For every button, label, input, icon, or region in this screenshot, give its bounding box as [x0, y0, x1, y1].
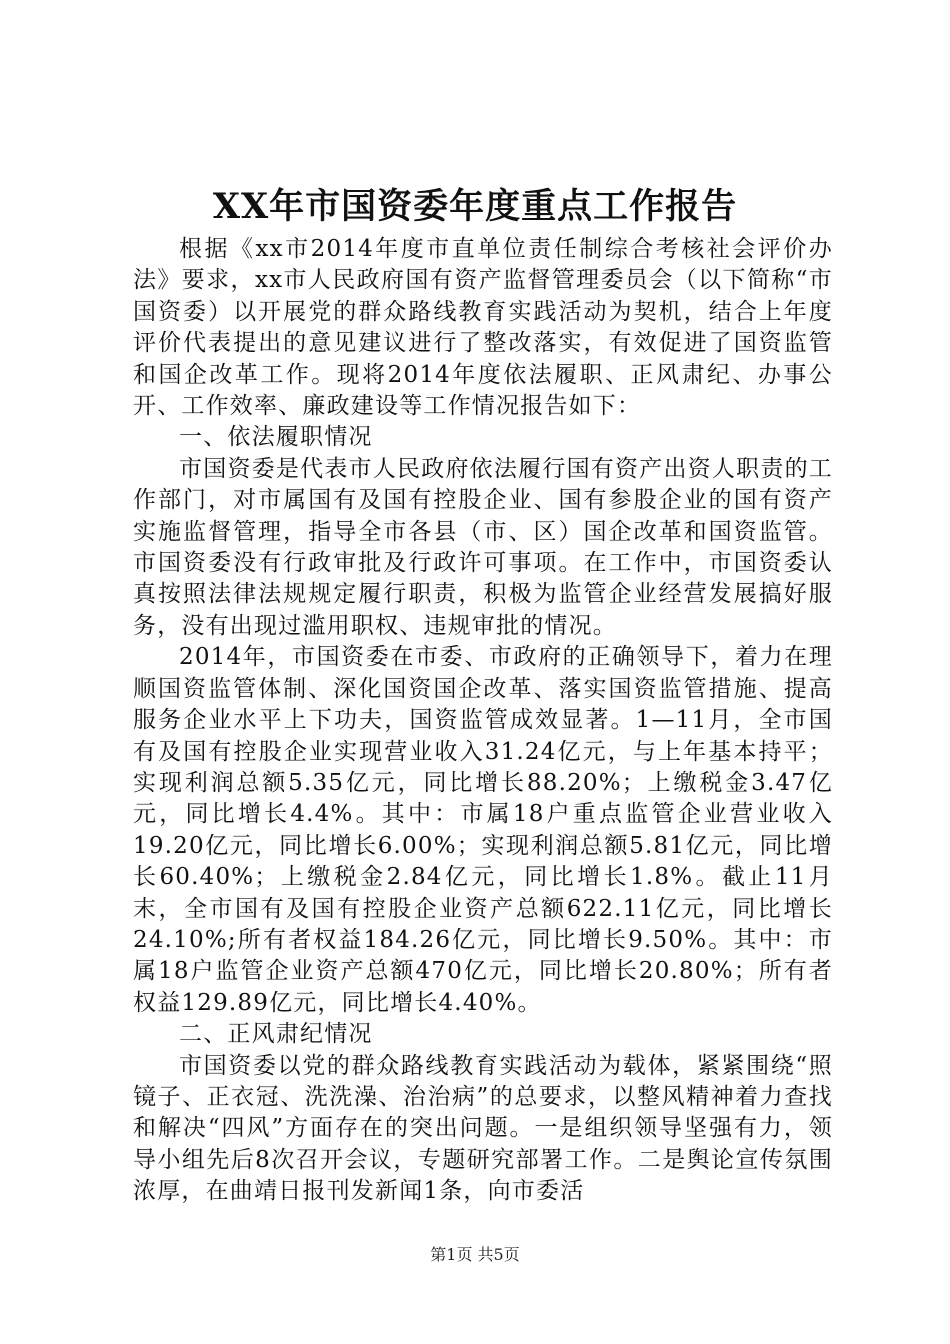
paragraph-results-2014: 2014年，市国资委在市委、市政府的正确领导下，着力在理顺国资监管体制、深化国资国企改革、落实国资监管措施、提高服务企业水平上下功夫，国资监管成效显著。1—11月，全市国有及国有控股企业实现营业收入31.24亿元，与上年基本持平；实现利润总额5.35亿元，同比增长88.20%；上缴税金3.47亿元，同比增长4.4%。其中：市属18户重点监管企业营业收入19.20亿元，同比增长6.00%；实现利润总额5.81亿元，同比增长60.40%；上缴税金2.84亿元，同比增长1.8%。截止11月末，全市国有及国有控股企业资产总额622.11亿元，同比增长24.10%;所有者权益184.26亿元，同比增长9.50%。其中：市属18户监管企业资产总额470亿元，同比增长20.80%；所有者权益129.89亿元，同比增长4.40%。 [133, 644, 833, 1016]
page-title: XX年市国资委年度重点工作报告 [212, 186, 738, 227]
section-heading-1: 一、依法履职情况 [179, 424, 373, 451]
page-number-footer: 第1页 共5页 [430, 1245, 520, 1264]
paragraph-duties: 市国资委是代表市人民政府依法履行国有资产出资人职责的工作部门，对市属国有及国有控股企业、国有参股企业的国有资产实施监督管理，指导全市各县（市、区）国企改革和国资监管。市国资委没有行政审批及行政许可事项。在工作中，市国资委认真按照法律法规规定履行职责，积极为监管企业经营发展搞好服务，没有出现过滥用职权、违规审批的情况。 [133, 455, 833, 639]
section-heading-2: 二、正风肃纪情况 [179, 1021, 373, 1048]
paragraph-intro: 根据《xx市2014年度市直单位责任制综合考核社会评价办法》要求，xx市人民政府国有资产监督管理委员会（以下简称“市国资委）以开展党的群众路线教育实践活动为契机，结合上年度评价代表提出的意见建议进行了整改落实，有效促进了国资监管和国企改革工作。现将2014年度依法履职、正风肃纪、办事公开、工作效率、廉政建设等工作情况报告如下： [133, 236, 833, 420]
paragraph-discipline: 市国资委以党的群众路线教育实践活动为载体，紧紧围绕“照镜子、正衣冠、洗洗澡、治治病”的总要求，以整风精神着力查找和解决“四风”方面存在的突出问题。一是组织领导坚强有力，领导小组先后8次召开会议，专题研究部署工作。二是舆论宣传氛围浓厚，在曲靖日报刊发新闻1条，向市委活 [133, 1052, 833, 1205]
document-body [133, 234, 833, 1208]
